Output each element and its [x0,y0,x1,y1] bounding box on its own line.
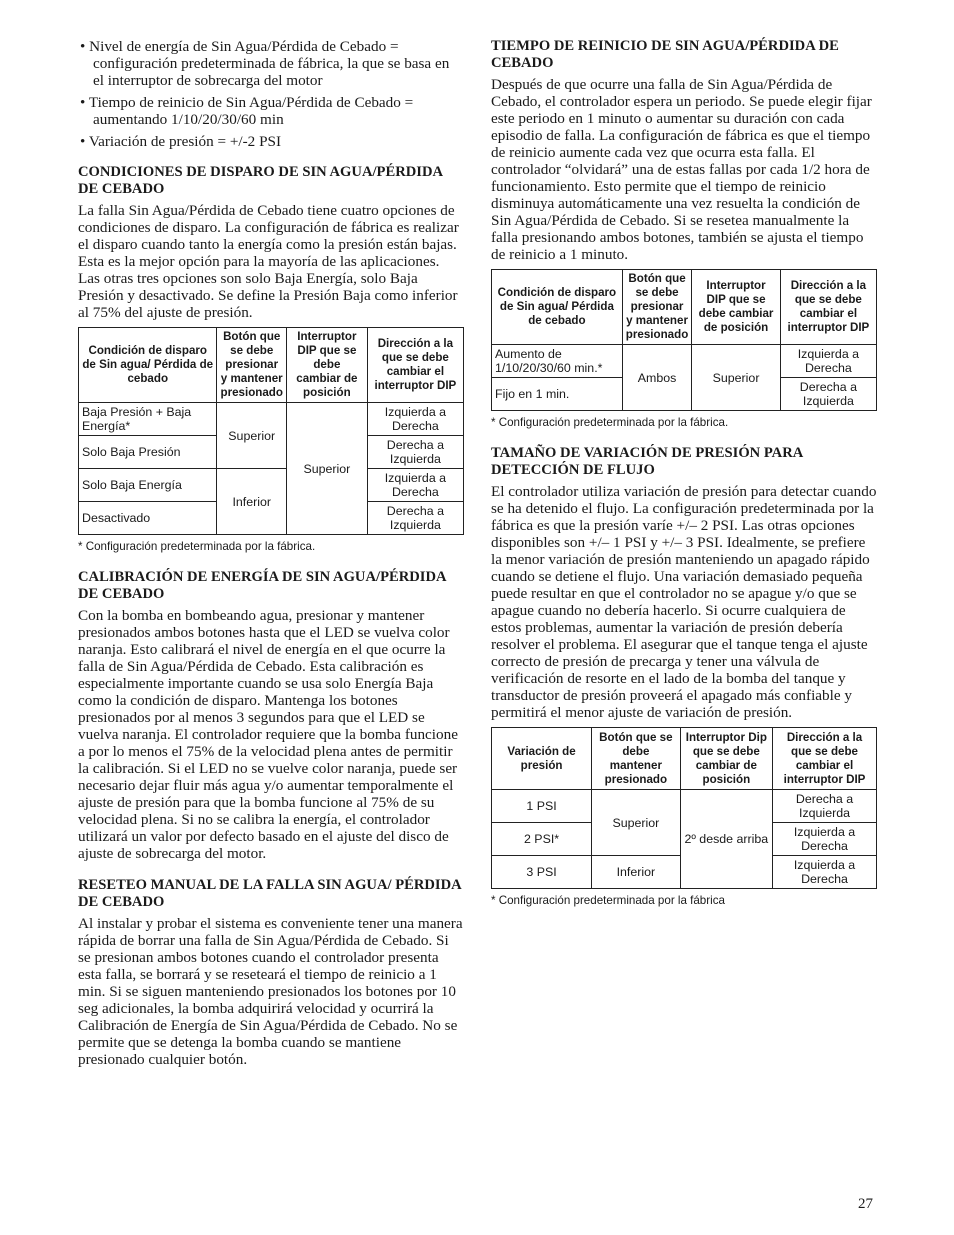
table-cell-direction: Derecha a Izquierda [367,436,463,469]
table-cell-direction: Derecha a Izquierda [367,502,463,535]
section-body-energy-calibration: Con la bomba en bombeando agua, presionar y mantener presionados ambos botones hasta que el LED se vuelva color naranja. Esto calibrará el nivel de energía en el que ocurre la falla de Sin Agua/Pérdida de Cebado. Esta calibración es especialmente importante cuando se usa solo Energía Baja como la condición de disparo. Mantenga los botones presionados por al menos 3 segundos para que el LED se vuelva naranja. El controlador requiere que la bomba funcione a por lo menos el 75% de la velocidad plena antes de permitir la calibración. Si el LED no se vuelve color naranja, puede ser necesario dejar fluir más agua y/o aumentar temporalmente el ajuste de presión para que la bomba funcione al 75% de su velocidad plena. Si no se calibra la energía, el controlador utilizará un valor por defecto basado en el ajuste del disco de ajuste de sobrecarga del motor. [78,607,458,862]
table-cell-variation: 1 PSI [492,790,592,823]
section-heading-restart-time: TIEMPO DE REINICIO DE SIN AGUA/PÉRDIDA DE CEBADO [491,38,839,71]
table-cell-direction: Derecha a Izquierda [780,378,876,411]
table-cell-dip: Superior [692,345,781,411]
table-cell-direction: Derecha a Izquierda [773,790,877,823]
table-header: Dirección a la que se debe cambiar el interruptor DIP [367,328,463,403]
table-cell-condition: Solo Baja Presión [79,436,217,469]
table-cell-condition: Desactivado [79,502,217,535]
bullet-text: Variación de presión = +/-2 PSI [88,133,282,150]
section-heading-pressure-variation: TAMAÑO DE VARIACIÓN DE PRESIÓN PARA DETECCIÓN DE FLUJO [491,445,803,478]
table-header: Interruptor DIP que se debe cambiar de posición [286,328,367,403]
table-cell-direction: Izquierda a Derecha [773,856,877,889]
section-body-restart-time: Después de que ocurre una falla de Sin Agua/Pérdida de Cebado, el controlador espera un periodo. Se puede elegir fijar este periodo en 1 minuto o aumentar su duración con cada episodio de falla. La configuración de fábrica es que el tiempo de reinicio aumente cada vez que ocurra esta falla. El controlador “olvidará” una de estas fallas por cada 1/2 hora de funcionamiento. Esto permite que el tiempo de reinicio disminuya automáticamente una vez resuelta la condición de Sin Agua/Pérdida de Cebado. Si se resetea manualmente la falla presionando ambos botones, también se ajusta el tiempo de reinicio a 1 minuto. [491,76,872,263]
table-header: Interruptor Dip que se debe cambiar de posición [680,728,772,790]
section-body-trip-conditions: La falla Sin Agua/Pérdida de Cebado tiene cuatro opciones de condiciones de disparo. La configuración de fábrica es realizar el disparo cuando tanto la energía como la presión están bajas. Esta es la mejor opción para la mayoría de las aplicaciones. Las otras tres opciones son solo Baja Energía, solo Baja Presión y desactivado. Se define la Presión Baja como inferior al 75% del ajuste de presión. [78,202,459,321]
table-header: Variación de presión [492,728,592,790]
table-cell-condition: Baja Presión + Baja Energía* [79,403,217,436]
table-cell-button: Superior [592,790,681,856]
bullet-item: • Tiempo de reinicio de Sin Agua/Pérdida de Cebado = aumentando 1/10/20/30/60 min [80,94,414,128]
table-header: Botón que se debe presionar y mantener presionado [217,328,286,403]
table-cell-button: Inferior [217,469,286,535]
table-cell-dip: 2º desde arriba [680,790,772,889]
bullet-text: Tiempo de reinicio de Sin Agua/Pérdida de Cebado = aumentando 1/10/20/30/60 min [88,94,414,128]
section-heading-manual-reset: RESETEO MANUAL DE LA FALLA SIN AGUA/ PÉRDIDA DE CEBADO [78,877,461,910]
table-cell-condition: Fijo en 1 min. [492,378,623,411]
table-footnote: * Configuración predeterminada por la fábrica [491,894,725,907]
table-footnote: * Configuración predeterminada por la fábrica. [491,416,729,429]
table-header: Botón que se debe presionar y mantener presionado [622,270,691,345]
table-header: Dirección a la que se debe cambiar el interruptor DIP [773,728,877,790]
table-cell-variation: 3 PSI [492,856,592,889]
pressure-variation-table [491,727,877,889]
table-cell-direction: Izquierda a Derecha [367,403,463,436]
section-heading-trip-conditions: CONDICIONES DE DISPARO DE SIN AGUA/PÉRDIDA DE CEBADO [78,164,443,197]
table-cell-direction: Izquierda a Derecha [780,345,876,378]
section-body-pressure-variation: El controlador utiliza variación de presión para detectar cuando se ha detenido el flujo. La configuración predeterminada por la fábrica es que la presión varíe +/– 2 PSI. Las otras opciones disponibles son +/– 1 PSI y +/– 3 PSI. Idealmente, se prefiere la menor variación de presión manteniendo un apagado rápido cuando se detiene el flujo. Una variación demasiado pequeña puede resultar en que el controlador no se apague y/o que se apague cuando no debería hacerlo. Si ocurre cualquiera de estos problemas, aumentar la variación de presión debería resolver el problema. El asegurar que el tanque tenga el ajuste correcto de presión de precarga y tener una válvula de verificación de resorte en el lado de la bomba del tanque y transductor de presión proveerá el apagado más confiable y permitirá el menor ajuste de variación de presión. [491,483,877,721]
table-footnote: * Configuración predeterminada por la fábrica. [78,540,316,553]
table-cell-button: Inferior [592,856,681,889]
table-cell-direction: Izquierda a Derecha [367,469,463,502]
bullet-item: • Nivel de energía de Sin Agua/Pérdida de Cebado = configuración predeterminada de fábrica, la que se basa en el interruptor de sobrecarga del motor [80,38,450,89]
right-column [491,38,877,908]
restart-time-table [491,269,877,411]
section-heading-energy-calibration: CALIBRACIÓN DE ENERGÍA DE SIN AGUA/PÉRDIDA DE CEBADO [78,569,446,602]
bullet-text: Nivel de energía de Sin Agua/Pérdida de Cebado = configuración predeterminada de fábrica, la que se basa en el interruptor de sobrecarga del motor [89,38,450,89]
table-cell-button: Ambos [622,345,691,411]
table-header: Condición de disparo de Sin agua/ Pérdida de cebado [79,328,217,403]
table-cell-condition: Aumento de 1/10/20/30/60 min.* [492,345,623,378]
table-cell-button: Superior [217,403,286,469]
left-column [78,38,464,1068]
table-header: Interruptor DIP que se debe cambiar de posición [692,270,781,345]
trip-conditions-table [78,327,464,535]
section-body-manual-reset: Al instalar y probar el sistema es conveniente tener una manera rápida de borrar una falla de Sin Agua/Pérdida de Cebado. Si se presionan ambos botones cuando el controlador presenta esta falla, se borrará y se reseteará el tiempo de reinicio a 1 min. Si se siguen manteniendo presionados los botones por 10 seg adicionales, la bomba adquirirá velocidad y ocurrirá la Calibración de Energía de Sin Agua/Pérdida de Cebado. No se permite que se detenga la bomba cuando se mantiene presionado cualquier botón. [78,915,463,1068]
bullet-item: • Variación de presión = +/-2 PSI [80,133,282,150]
page-number: 27 [858,1196,873,1212]
table-cell-variation: 2 PSI* [492,823,592,856]
table-cell-direction: Izquierda a Derecha [773,823,877,856]
table-cell-condition: Solo Baja Energía [79,469,217,502]
table-header: Botón que se debe mantener presionado [592,728,681,790]
table-cell-dip: Superior [286,403,367,535]
table-header: Condición de disparo de Sin agua/ Pérdida de cebado [492,270,623,345]
table-header: Dirección a la que se debe cambiar el interruptor DIP [780,270,876,345]
